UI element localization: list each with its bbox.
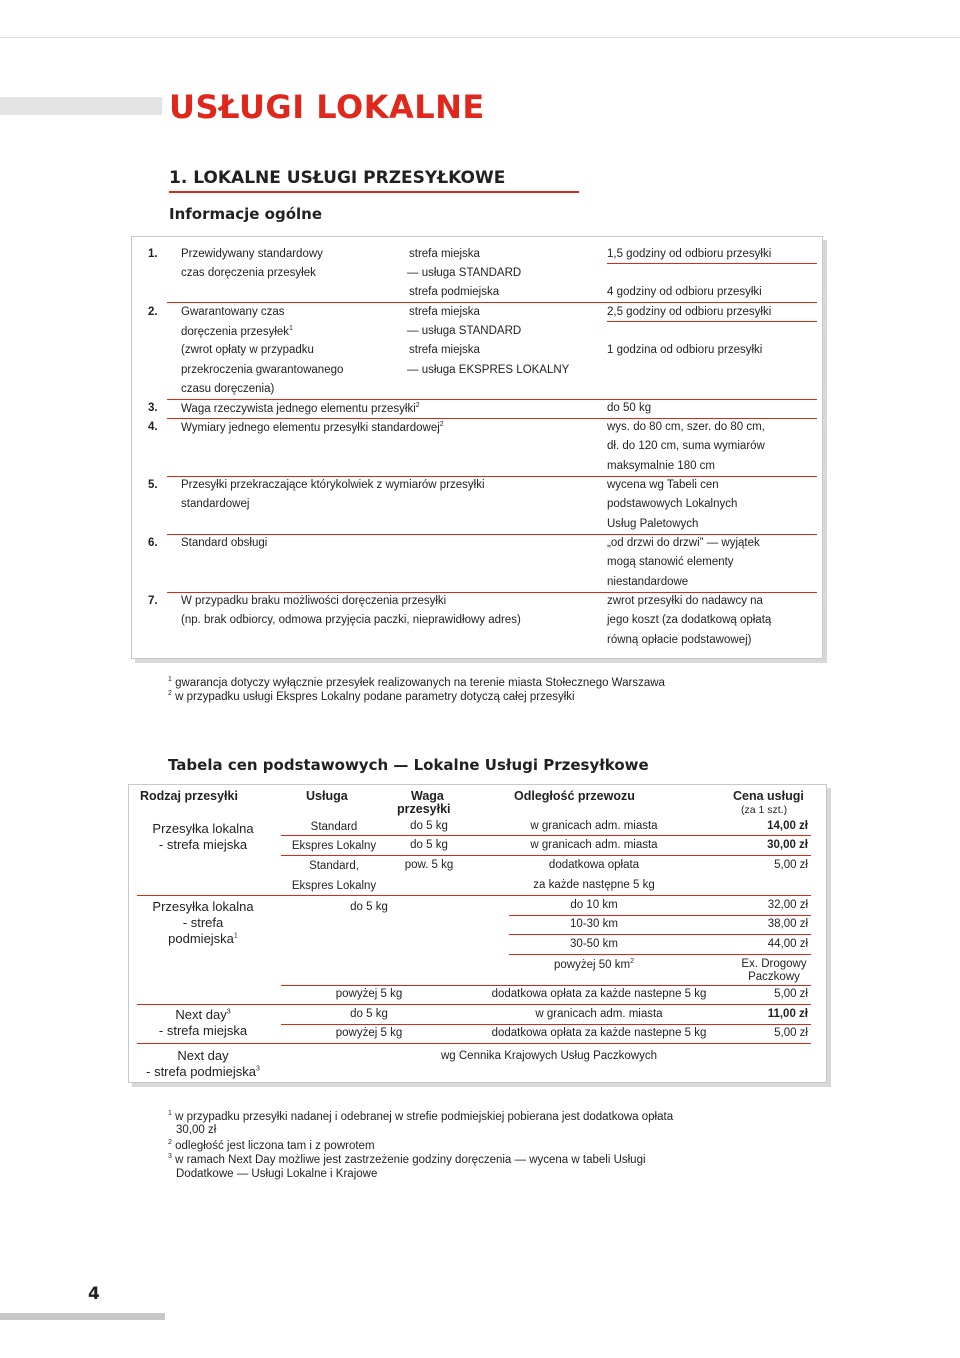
info-value: „od drzwi do drzwi” — wyjątek <box>607 537 760 549</box>
general-info-box <box>131 236 823 659</box>
price-cell: 5,00 zł <box>774 859 808 871</box>
price-cell: Paczkowy <box>748 971 800 983</box>
weight-cell: do 5 kg <box>410 839 448 851</box>
weight-cell: do 5 kg <box>350 1008 388 1020</box>
red-rule <box>281 835 811 836</box>
info-value: mogą stanowić elementy <box>607 556 734 568</box>
distance-cell: do 10 km <box>570 899 618 911</box>
weight-cell: do 5 kg <box>410 820 448 832</box>
type-label: - strefa miejska <box>158 1023 248 1038</box>
info-zone: strefa podmiejska <box>409 286 500 298</box>
type-label: - strefa podmiejska$^3$ <box>146 1064 260 1079</box>
info-value: maksymalnie 180 cm <box>607 460 716 472</box>
info-label: Przewidywany standardowy <box>181 248 323 260</box>
info-label: przekroczenia gwarantowanego <box>181 364 344 376</box>
red-rule <box>607 263 817 264</box>
info-label: (np. brak odbiorcy, odmowa przyjęcia paczki, nieprawidłowy adres) <box>181 614 521 626</box>
info-zone: strefa miejska <box>409 248 480 260</box>
type-label: - strefa <box>182 915 224 930</box>
distance-cell: w granicach adm. miasta <box>530 839 658 851</box>
red-rule <box>281 855 811 856</box>
info-value: jego koszt (za dodatkową opłatą <box>607 614 772 626</box>
service-cell: Ekspres Lokalny <box>291 880 377 892</box>
info-label: doręczenia przesyłek$^1$ <box>181 325 293 338</box>
info-value: wys. do 80 cm, szer. do 80 cm, <box>607 421 765 433</box>
header-weight: przesyłki <box>397 802 451 816</box>
info-service: — usługa STANDARD <box>407 325 522 337</box>
header-price-note: (za 1 szt.) <box>741 804 788 816</box>
red-rule <box>281 1024 811 1025</box>
row-number: 7. <box>148 595 158 607</box>
info-label: W przypadku braku możliwości doręczenia przesyłki <box>181 595 447 607</box>
service-cell: Standard, <box>309 860 359 872</box>
price-cell: 14,00 zł <box>767 820 808 832</box>
price-table-title: Tabela cen podstawowych — Lokalne Usługi Przesyłkowe <box>168 756 649 774</box>
footnote: $^1$ gwarancja dotyczy wyłącznie przesyłek realizowanych na terenie miasta Stołecznego Warszawa <box>168 676 665 689</box>
info-label: Waga rzeczywista jednego elementu przesyłki$^2$ <box>181 402 420 415</box>
price-table <box>128 784 827 1083</box>
distance-cell: w granicach adm. miasta <box>530 820 658 832</box>
info-value: niestandardowe <box>607 576 689 588</box>
row-number: 6. <box>148 537 158 549</box>
price-cell: 30,00 zł <box>767 839 808 851</box>
info-value: 1 godzina od odbioru przesyłki <box>607 344 763 356</box>
footnote: $^2$ odległość jest liczona tam i z powrotem <box>168 1139 375 1152</box>
info-service: — usługa EKSPRES LOKALNY <box>407 364 570 376</box>
red-rule <box>167 534 817 535</box>
red-rule <box>167 302 817 303</box>
type-label: podmiejska$^1$ <box>168 931 238 946</box>
row-number: 4. <box>148 421 158 433</box>
footer-gray-bar <box>0 1313 165 1320</box>
header-distance: Odległość przewozu <box>514 789 635 803</box>
header-price: Cena usługi <box>733 789 804 803</box>
subsection-title: Informacje ogólne <box>169 205 323 223</box>
red-rule <box>509 934 811 935</box>
type-label: Next day$^3$ <box>175 1007 231 1022</box>
price-cell: 11,00 zł <box>767 1008 808 1020</box>
price-cell: Ex. Drogowy <box>741 958 807 970</box>
info-label: czasu doręczenia) <box>181 383 275 395</box>
red-rule <box>509 915 811 916</box>
red-rule <box>167 592 817 593</box>
red-rule <box>281 985 811 986</box>
info-value: równą opłacie podstawowej) <box>607 634 752 646</box>
distance-cell: powyżej 50 $km^2$ <box>554 958 634 971</box>
red-rule <box>167 399 817 400</box>
price-cell: 5,00 zł <box>774 988 808 1000</box>
weight-cell: pow. 5 kg <box>404 859 454 871</box>
note-cell: wg Cennika Krajowych Usług Paczkowych <box>440 1050 658 1062</box>
info-service: — usługa STANDARD <box>407 267 522 279</box>
type-label: Przesyłka lokalna <box>152 899 254 914</box>
type-label: Przesyłka lokalna <box>152 821 254 836</box>
header-gray-bar <box>0 97 162 115</box>
price-cell: 32,00 zł <box>767 899 808 911</box>
page-title: USŁUGI LOKALNE <box>169 88 485 126</box>
info-zone: strefa miejska <box>409 306 480 318</box>
info-label: Gwarantowany czas <box>181 306 285 318</box>
row-number: 5. <box>148 479 158 491</box>
header-weight: Waga <box>411 789 444 803</box>
footnote: $^2$ w przypadku usługi Ekspres Lokalny podane parametry dotyczą całej przesyłki <box>168 690 575 703</box>
price-cell: 5,00 zł <box>774 1027 808 1039</box>
header-type: Rodzaj przesyłki <box>140 789 238 803</box>
info-value: podstawowych Lokalnych <box>607 498 738 510</box>
footnote: Dodatkowe — Usługi Lokalne i Krajowe <box>176 1168 378 1180</box>
price-cell: 44,00 zł <box>767 938 808 950</box>
info-zone: strefa miejska <box>409 344 480 356</box>
info-value: wycena wg Tabeli cen <box>607 479 719 491</box>
red-rule <box>607 321 817 322</box>
distance-cell: 10-30 km <box>570 918 618 930</box>
info-value: Usług Paletowych <box>607 518 699 530</box>
info-label: Przesyłki przekraczające którykolwiek z wymiarów przesyłki <box>181 479 485 491</box>
type-label: Next day <box>177 1048 229 1063</box>
section-title: 1. LOKALNE USŁUGI PRZESYŁKOWE <box>169 168 506 188</box>
service-cell: Ekspres Lokalny <box>291 840 377 852</box>
distance-cell: dodatkowa opłata za każde nastepne 5 kg <box>491 1027 707 1039</box>
red-rule <box>137 1043 811 1044</box>
row-number: 3. <box>148 402 158 414</box>
info-value: 2,5 godziny od odbioru przesyłki <box>607 306 772 318</box>
info-label: Standard obsługi <box>181 537 268 549</box>
info-value: 1,5 godziny od odbioru przesyłki <box>607 248 772 260</box>
type-label: - strefa miejska <box>158 837 248 852</box>
info-value: dł. do 120 cm, suma wymiarów <box>607 440 765 452</box>
info-value: zwrot przesyłki do nadawcy na <box>607 595 763 607</box>
header-service: Usługa <box>306 789 348 803</box>
distance-cell: 30-50 km <box>570 938 618 950</box>
red-rule <box>137 1004 811 1005</box>
red-rule <box>167 476 817 477</box>
info-label: czas doręczenia przesyłek <box>181 267 316 279</box>
row-number: 1. <box>148 248 158 260</box>
weight-cell: do 5 kg <box>350 901 388 913</box>
distance-cell: za każde następne 5 kg <box>533 879 655 891</box>
info-label: standardowej <box>181 498 250 510</box>
red-rule <box>137 895 811 896</box>
footnote: $^1$ w przypadku przesyłki nadanej i odebranej w strefie podmiejskiej pobierana jest dodatkowa opłata <box>168 1110 674 1123</box>
weight-cell: powyżej 5 kg <box>335 1027 403 1039</box>
distance-cell: w granicach adm. miasta <box>535 1008 663 1020</box>
price-cell: 38,00 zł <box>767 918 808 930</box>
service-cell: Standard <box>310 821 358 833</box>
info-value: do 50 kg <box>607 402 652 414</box>
weight-cell: powyżej 5 kg <box>335 988 403 1000</box>
row-number: 2. <box>148 306 158 318</box>
info-value: 4 godziny od odbioru przesyłki <box>607 286 762 298</box>
info-label: Wymiary jednego elementu przesyłki standardowej$^2$ <box>181 421 444 434</box>
distance-cell: dodatkowa opłata <box>548 859 640 871</box>
top-rule <box>0 37 960 38</box>
red-rule <box>509 954 811 955</box>
red-rule <box>167 418 817 419</box>
footnote: 30,00 zł <box>176 1124 217 1136</box>
section-underline <box>169 191 579 193</box>
page-number: 4 <box>88 1284 100 1304</box>
footnote: $^3$ w ramach Next Day możliwe jest zastrzeżenie godziny doręczenia — wycena w tabeli Usługi <box>168 1153 646 1166</box>
info-label: (zwrot opłaty w przypadku <box>181 344 314 356</box>
distance-cell: dodatkowa opłata za każde nastepne 5 kg <box>491 988 707 1000</box>
